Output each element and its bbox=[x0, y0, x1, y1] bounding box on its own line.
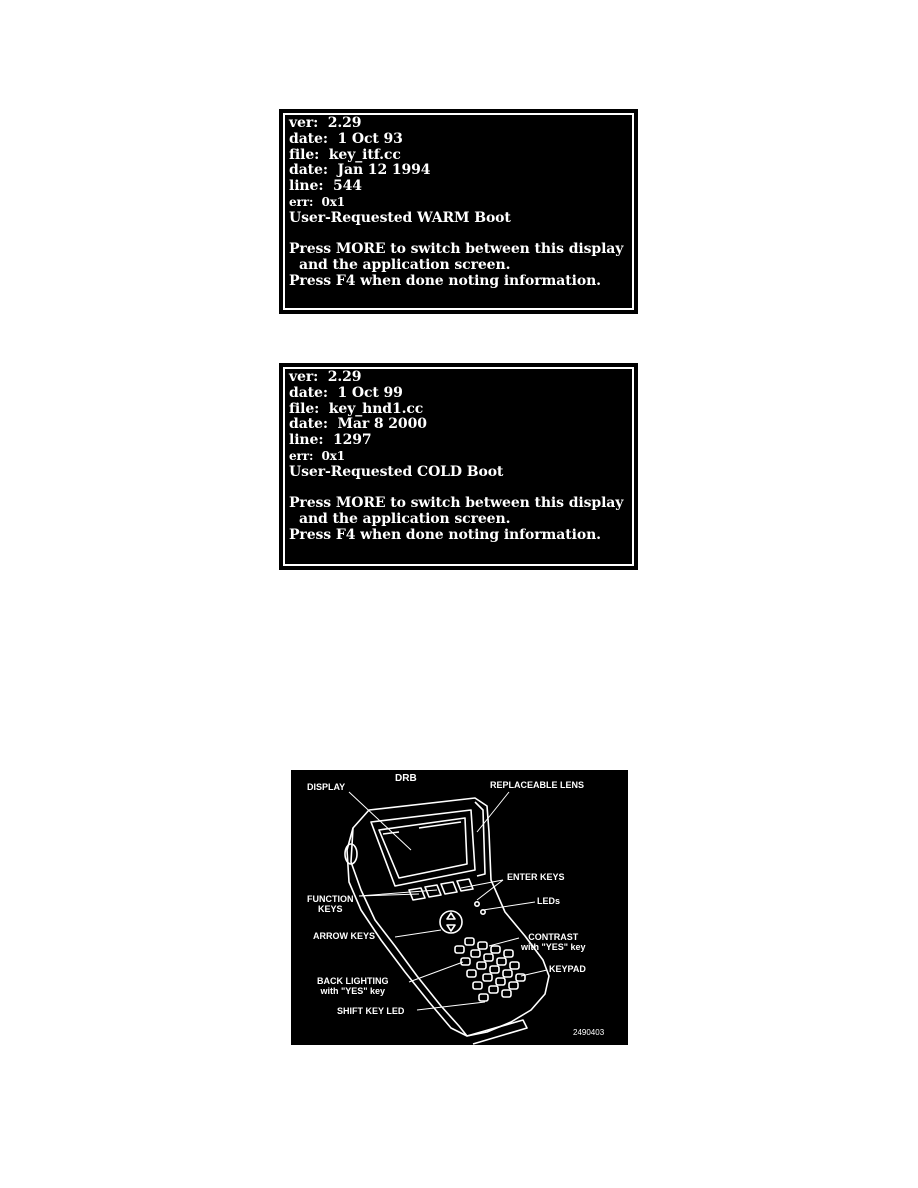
instruction-line: Press F4 when done noting information. bbox=[289, 272, 601, 289]
boot-type-line: User-Requested WARM Boot bbox=[289, 209, 511, 226]
label-back-lighting-line1: BACK LIGHTING bbox=[317, 976, 389, 986]
figure-number: 2490403 bbox=[573, 1028, 605, 1037]
label-arrow-keys: ARROW KEYS bbox=[313, 931, 376, 941]
screen-text bbox=[289, 370, 632, 544]
figure-title: DRB bbox=[395, 773, 417, 784]
arrow-key-down bbox=[447, 925, 455, 931]
version-line: ver: 2.29 bbox=[289, 115, 362, 131]
label-display: DISPLAY bbox=[307, 782, 346, 792]
led bbox=[475, 902, 479, 906]
lens-flange bbox=[475, 802, 485, 876]
build-date-line: date: Jan 12 1994 bbox=[289, 162, 431, 179]
date-line: date: 1 Oct 99 bbox=[289, 384, 403, 401]
file-line: file: key_hnd1.cc bbox=[289, 400, 424, 417]
label-contrast bbox=[521, 932, 586, 952]
error-screen-warm-boot bbox=[279, 109, 638, 314]
screen-text bbox=[289, 116, 632, 290]
function-key bbox=[441, 882, 457, 894]
error-screen-cold-boot bbox=[279, 363, 638, 570]
blank-line bbox=[289, 227, 632, 243]
file-line: file: key_itf.cc bbox=[289, 146, 401, 163]
label-function-keys-line2: KEYS bbox=[317, 904, 343, 914]
leader-lens bbox=[477, 792, 509, 832]
leader-arrow-keys bbox=[395, 930, 441, 937]
bottom-connector bbox=[467, 1020, 527, 1044]
line-number-line: line: 544 bbox=[289, 178, 362, 195]
arrow-key-up bbox=[447, 913, 455, 919]
label-function-keys-line1: FUNCTION bbox=[307, 894, 354, 904]
label-leds: LEDs bbox=[537, 896, 561, 906]
error-code-line: err: 0x1 bbox=[289, 194, 346, 209]
version-line: ver: 2.29 bbox=[289, 369, 362, 385]
label-function-keys bbox=[307, 894, 354, 914]
leader-back-lighting bbox=[409, 962, 463, 982]
instruction-line: and the application screen. bbox=[299, 257, 511, 274]
label-enter-keys: ENTER KEYS bbox=[507, 872, 565, 882]
label-back-lighting-line2: with "YES" key bbox=[320, 986, 386, 996]
build-date-line: date: Mar 8 2000 bbox=[289, 416, 427, 433]
label-back-lighting bbox=[317, 976, 389, 996]
line-number-line: line: 1297 bbox=[289, 432, 372, 449]
function-key bbox=[457, 879, 473, 891]
instruction-line: Press MORE to switch between this display bbox=[289, 495, 624, 512]
leader-enter-keys bbox=[461, 880, 503, 888]
label-replaceable-lens: REPLACEABLE LENS bbox=[490, 780, 585, 790]
label-keypad: KEYPAD bbox=[549, 964, 586, 974]
keypad bbox=[455, 938, 525, 1001]
leader-shift-led bbox=[417, 1002, 485, 1010]
drb-device-figure bbox=[291, 770, 628, 1045]
instruction-line: Press MORE to switch between this display bbox=[289, 241, 624, 258]
instruction-line: Press F4 when done noting information. bbox=[289, 526, 601, 543]
leader-leds bbox=[483, 902, 535, 910]
leader-contrast bbox=[489, 938, 519, 946]
instruction-line: and the application screen. bbox=[299, 511, 511, 528]
leader-keypad bbox=[521, 970, 547, 976]
error-code-line: err: 0x1 bbox=[289, 448, 346, 463]
led bbox=[481, 910, 485, 914]
boot-type-line: User-Requested COLD Boot bbox=[289, 463, 504, 480]
label-shift-key-led: SHIFT KEY LED bbox=[337, 1006, 405, 1016]
date-line: date: 1 Oct 93 bbox=[289, 130, 403, 147]
label-contrast-line2: with "YES" key bbox=[521, 942, 586, 952]
blank-line bbox=[289, 481, 632, 497]
label-contrast-line1: CONTRAST bbox=[528, 932, 579, 942]
